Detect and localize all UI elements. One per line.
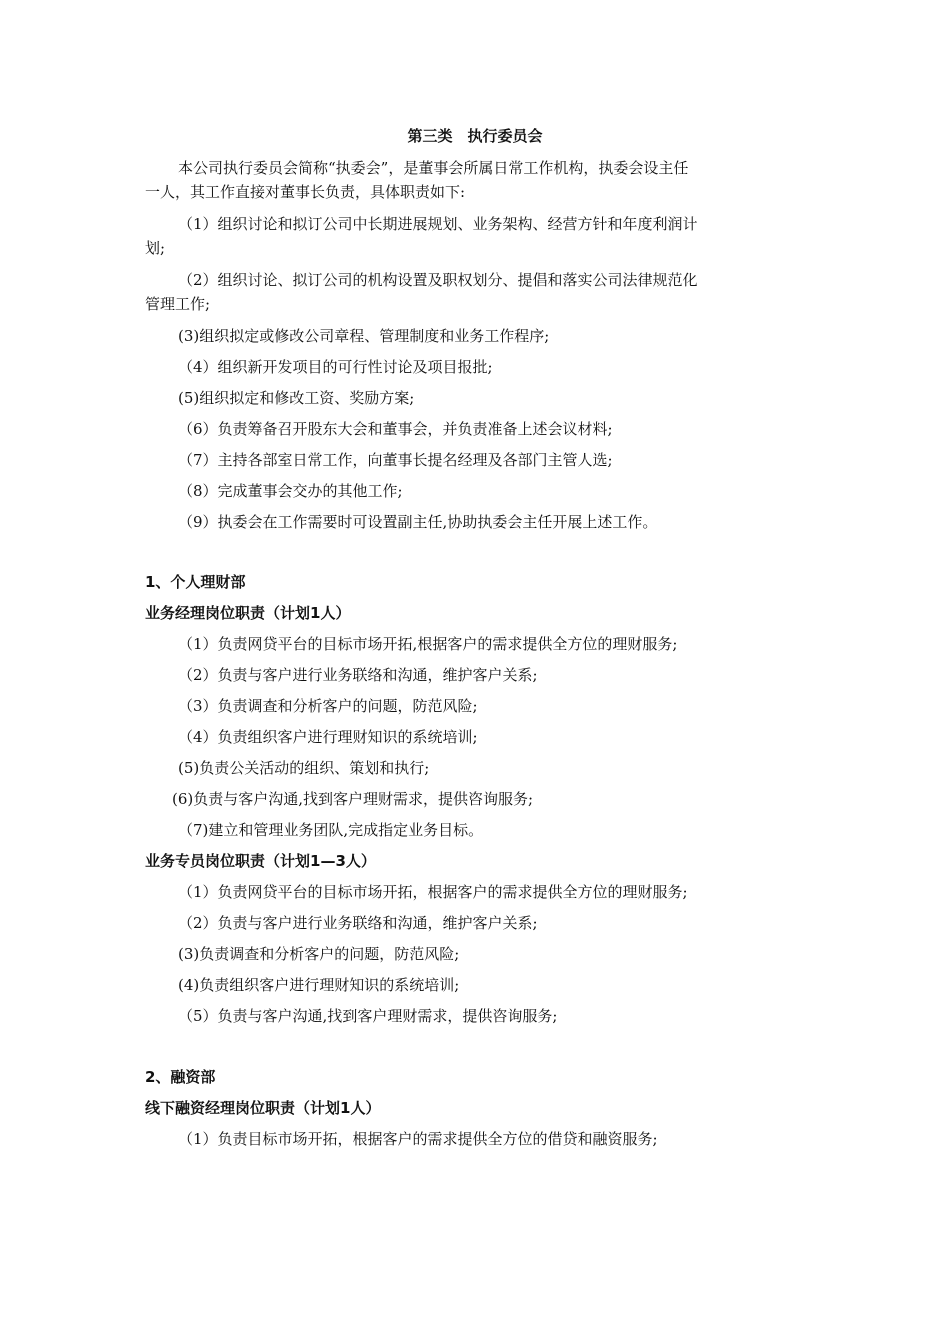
intro-line-2: 一人，其工作直接对董事长负责，具体职责如下: [145, 183, 466, 201]
dept1-specialist-item-3: (3)负责调查和分析客户的问题，防范风险; [178, 945, 460, 963]
dept1-manager-item-5: (5)负责公关活动的组织、策划和执行; [178, 759, 430, 777]
committee-duty-3: (3)组织拟定或修改公司章程、管理制度和业务工作程序; [178, 327, 550, 345]
committee-duty-6: （6）负责筹备召开股东大会和董事会，并负责准备上述会议材料; [178, 420, 613, 438]
committee-duty-5: (5)组织拟定和修改工资、奖励方案; [178, 389, 415, 407]
dept1-specialist-heading: 业务专员岗位职责（计划1—3人） [145, 852, 376, 870]
committee-duty-2: （2）组织讨论、拟订公司的机构设置及职权划分、提倡和落实公司法律规范化 [178, 271, 698, 289]
dept1-manager-item-1: （1）负责网贷平台的目标市场开拓,根据客户的需求提供全方位的理财服务; [178, 635, 678, 653]
dept1-heading: 1、个人理财部 [145, 573, 246, 591]
intro-line-1: 本公司执行委员会简称“执委会”，是董事会所属日常工作机构，执委会设主任 [178, 159, 689, 177]
dept1-manager-item-6: (6)负责与客户沟通,找到客户理财需求，提供咨询服务; [172, 790, 534, 808]
dept1-specialist-item-1: （1）负责网贷平台的目标市场开拓，根据客户的需求提供全方位的理财服务; [178, 883, 688, 901]
dept2-manager-heading: 线下融资经理岗位职责（计划1人） [145, 1099, 381, 1117]
dept2-manager-item-1: （1）负责目标市场开拓，根据客户的需求提供全方位的借贷和融资服务; [178, 1130, 658, 1148]
committee-duty-2-cont: 管理工作; [145, 295, 211, 313]
dept1-manager-heading: 业务经理岗位职责（计划1人） [145, 604, 351, 622]
dept1-manager-item-2: （2）负责与客户进行业务联络和沟通，维护客户关系; [178, 666, 538, 684]
committee-duty-4: （4）组织新开发项目的可行性讨论及项目报批; [178, 358, 493, 376]
dept1-specialist-item-2: （2）负责与客户进行业务联络和沟通，维护客户关系; [178, 914, 538, 932]
dept2-heading: 2、融资部 [145, 1068, 216, 1086]
dept1-manager-item-3: （3）负责调查和分析客户的问题，防范风险; [178, 697, 478, 715]
committee-duty-7: （7）主持各部室日常工作，向董事长提名经理及各部门主管人选; [178, 451, 613, 469]
dept1-specialist-item-5: （5）负责与客户沟通,找到客户理财需求，提供咨询服务; [178, 1007, 558, 1025]
page-title: 第三类 执行委员会 [407, 127, 543, 145]
committee-duty-9: （9）执委会在工作需要时可设置副主任,协助执委会主任开展上述工作。 [178, 513, 658, 531]
dept1-specialist-item-4: (4)负责组织客户进行理财知识的系统培训; [178, 976, 460, 994]
committee-duty-1: （1）组织讨论和拟订公司中长期进展规划、业务架构、经营方针和年度利润计 [178, 215, 698, 233]
committee-duty-1-cont: 划; [145, 239, 166, 257]
committee-duty-8: （8）完成董事会交办的其他工作; [178, 482, 403, 500]
dept1-manager-item-4: （4）负责组织客户进行理财知识的系统培训; [178, 728, 478, 746]
dept1-manager-item-7: （7)建立和管理业务团队,完成指定业务目标。 [178, 821, 484, 839]
